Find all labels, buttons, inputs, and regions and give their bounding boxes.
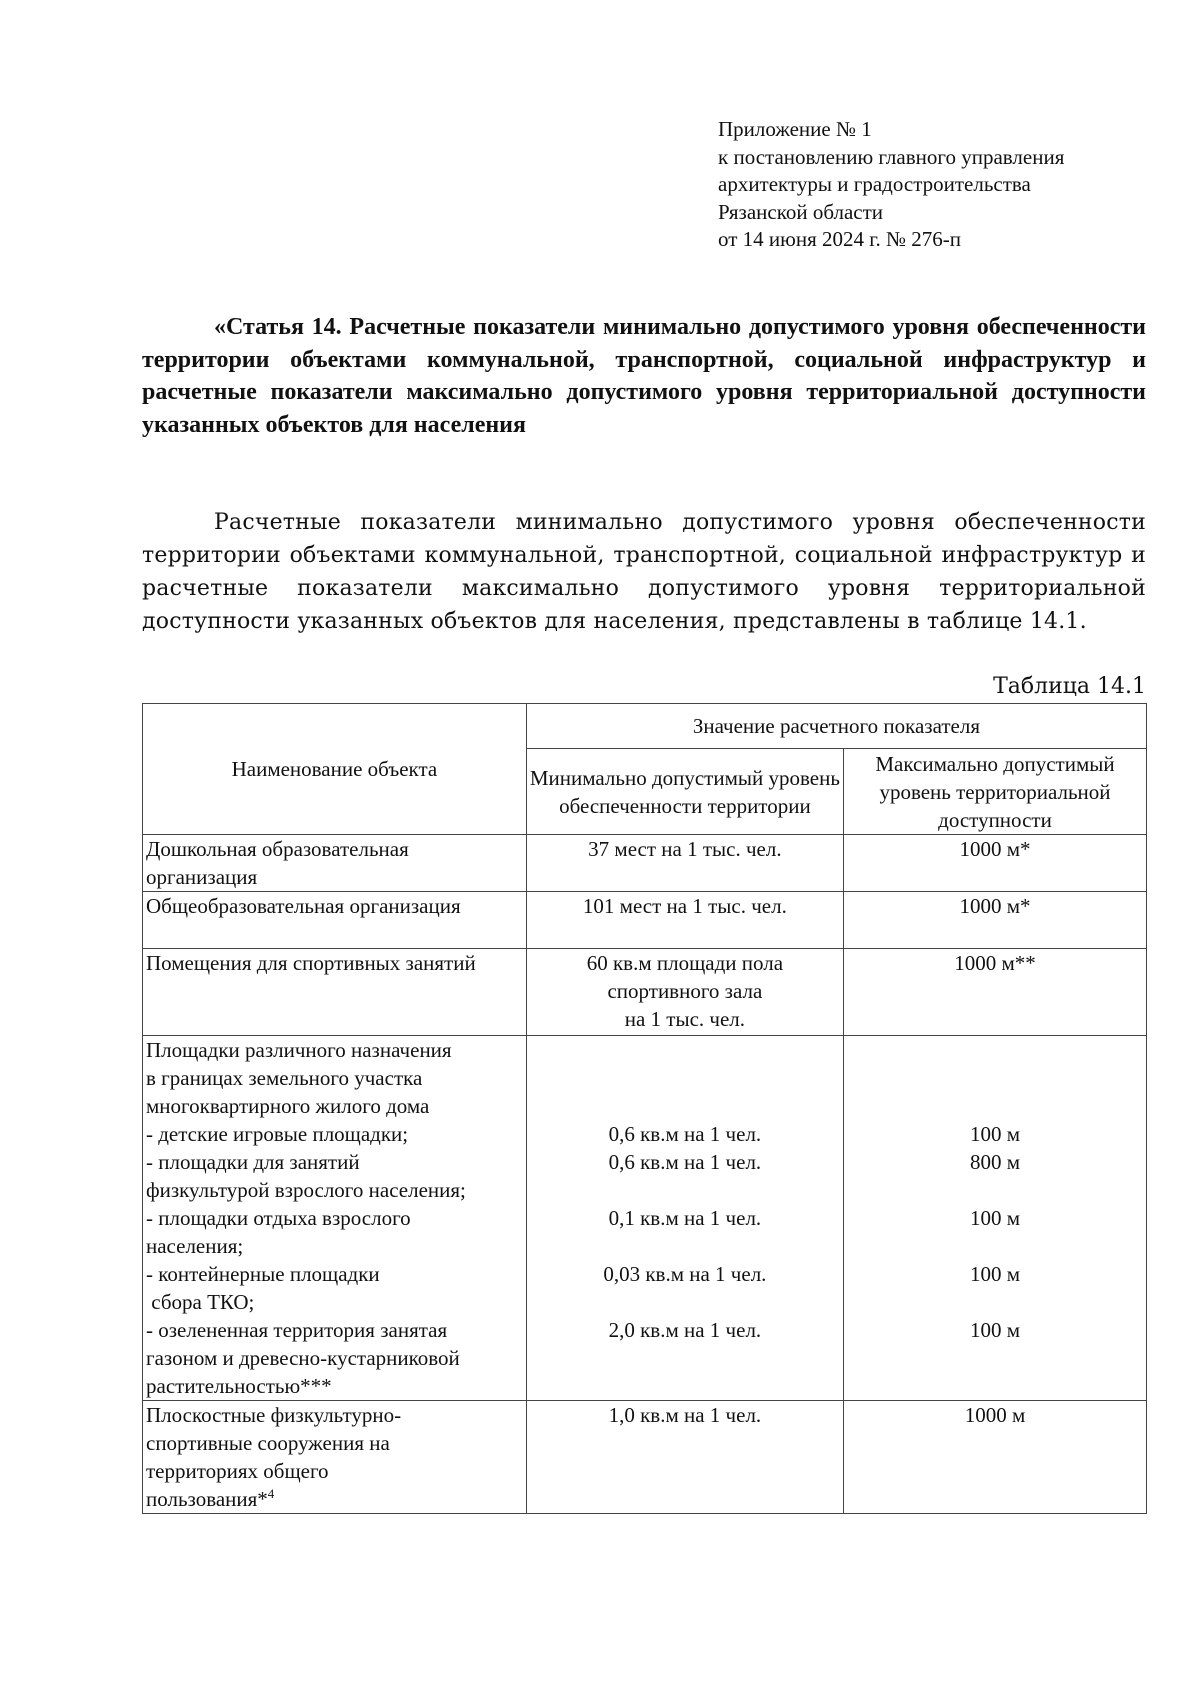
row-name-line: - площадки для занятий bbox=[146, 1150, 360, 1174]
row-min-line: на 1 тыс. чел. bbox=[624, 1007, 746, 1031]
norms-table bbox=[142, 703, 1147, 1514]
row-min-line: 0,6 кв.м на 1 чел. bbox=[608, 1150, 762, 1174]
row-name-line: территориях общего bbox=[146, 1459, 329, 1483]
table-row bbox=[143, 949, 1147, 1036]
appendix-header bbox=[718, 116, 1064, 254]
row-name bbox=[143, 1401, 527, 1514]
row-name: Помещения для спортивных занятий bbox=[143, 949, 527, 1036]
header-max-access: Максимально допустимый уровень территориальной доступности bbox=[843, 749, 1146, 835]
row-max-value: 1000 м* bbox=[843, 835, 1146, 892]
header-indicator-group: Значение расчетного показателя bbox=[526, 704, 1146, 749]
row-name-line: Плоскостные физкультурно- bbox=[146, 1403, 402, 1427]
row-name-line: газоном и древесно-кустарниковой bbox=[146, 1346, 460, 1370]
row-min-value bbox=[526, 949, 843, 1036]
table-row bbox=[143, 835, 1147, 892]
footnote-mark: 4 bbox=[267, 1486, 275, 1501]
row-name-line: населения; bbox=[146, 1234, 244, 1258]
row-name-line bbox=[146, 1485, 523, 1513]
row-name: Дошкольная образовательная организация bbox=[143, 835, 527, 892]
article-title: «Статья 14. Расчетные показатели минимально допустимого уровня обеспеченности территории объектами коммунальной, транспортной, социальной инфраструктур и расчетные показатели максимально допустимого уровня территориальной доступности указанных объектов для населения bbox=[142, 314, 1146, 438]
row-min-value bbox=[526, 1036, 843, 1401]
table-caption: Таблица 14.1 bbox=[993, 674, 1146, 699]
row-name-line: физкультурой взрослого населения; bbox=[146, 1178, 466, 1202]
row-max-value bbox=[843, 1036, 1146, 1401]
row-min-line: 2,0 кв.м на 1 чел. bbox=[608, 1318, 762, 1342]
row-max-line: 100 м bbox=[969, 1206, 1020, 1230]
row-max-value: 1000 м** bbox=[843, 949, 1146, 1036]
table-row bbox=[143, 892, 1147, 949]
row-name-line: - озелененная территория занятая bbox=[146, 1318, 448, 1342]
row-min-value: 101 мест на 1 тыс. чел. bbox=[526, 892, 843, 949]
row-name-line: - площадки отдыха взрослого bbox=[146, 1206, 411, 1230]
appendix-line: от 14 июня 2024 г. № 276-п bbox=[718, 227, 961, 251]
header-object-name: Наименование объекта bbox=[143, 704, 527, 835]
row-min-value: 1,0 кв.м на 1 чел. bbox=[526, 1401, 843, 1514]
appendix-line: Рязанской области bbox=[718, 199, 884, 224]
row-min-line: 60 кв.м площади пола bbox=[586, 951, 784, 975]
table-header-row bbox=[143, 704, 1147, 749]
appendix-line: к постановлению главного управления bbox=[718, 144, 1065, 169]
table-row bbox=[143, 1401, 1147, 1514]
table-row bbox=[143, 1036, 1147, 1401]
row-min-line: 0,03 кв.м на 1 чел. bbox=[603, 1262, 767, 1286]
row-max-line: 100 м bbox=[969, 1122, 1020, 1146]
row-max-line: 100 м bbox=[969, 1318, 1020, 1342]
row-name-line: спортивные сооружения на bbox=[146, 1431, 390, 1455]
row-max-line: 800 м bbox=[969, 1150, 1020, 1174]
row-min-line: спортивного зала bbox=[607, 979, 763, 1003]
row-min-value: 37 мест на 1 тыс. чел. bbox=[526, 835, 843, 892]
row-name-line: в границах земельного участка bbox=[146, 1066, 423, 1090]
row-max-value: 1000 м* bbox=[843, 892, 1146, 949]
appendix-line: Приложение № 1 bbox=[718, 117, 872, 141]
appendix-line: архитектуры и градостроительства bbox=[718, 172, 1031, 196]
article-body-paragraph: Расчетные показатели минимально допустимого уровня обеспеченности территории объектами коммунальной, транспортной, социальной инфраструктур и расчетные показатели максимально допустимого уровня территориальной доступности указанных объектов для населения, представлены в таблице 14.1. bbox=[142, 510, 1146, 634]
row-min-line: 0,1 кв.м на 1 чел. bbox=[608, 1206, 762, 1230]
row-name-line: Площадки различного назначения bbox=[146, 1038, 452, 1062]
row-name-line: сбора ТКО; bbox=[146, 1290, 255, 1314]
row-name-line: многоквартирного жилого дома bbox=[146, 1094, 430, 1118]
row-name: Общеобразовательная организация bbox=[143, 892, 527, 949]
row-max-line: 100 м bbox=[969, 1262, 1020, 1286]
row-min-line: 0,6 кв.м на 1 чел. bbox=[608, 1122, 762, 1146]
row-name-line: - контейнерные площадки bbox=[146, 1262, 380, 1286]
row-name bbox=[143, 1036, 527, 1401]
row-name-text: пользования* bbox=[146, 1487, 268, 1511]
header-min-level: Минимально допустимый уровень обеспеченности территории bbox=[526, 749, 843, 835]
row-name-line: - детские игровые площадки; bbox=[146, 1122, 409, 1146]
row-max-value: 1000 м bbox=[843, 1401, 1146, 1514]
row-name-line: растительностью*** bbox=[146, 1374, 332, 1398]
